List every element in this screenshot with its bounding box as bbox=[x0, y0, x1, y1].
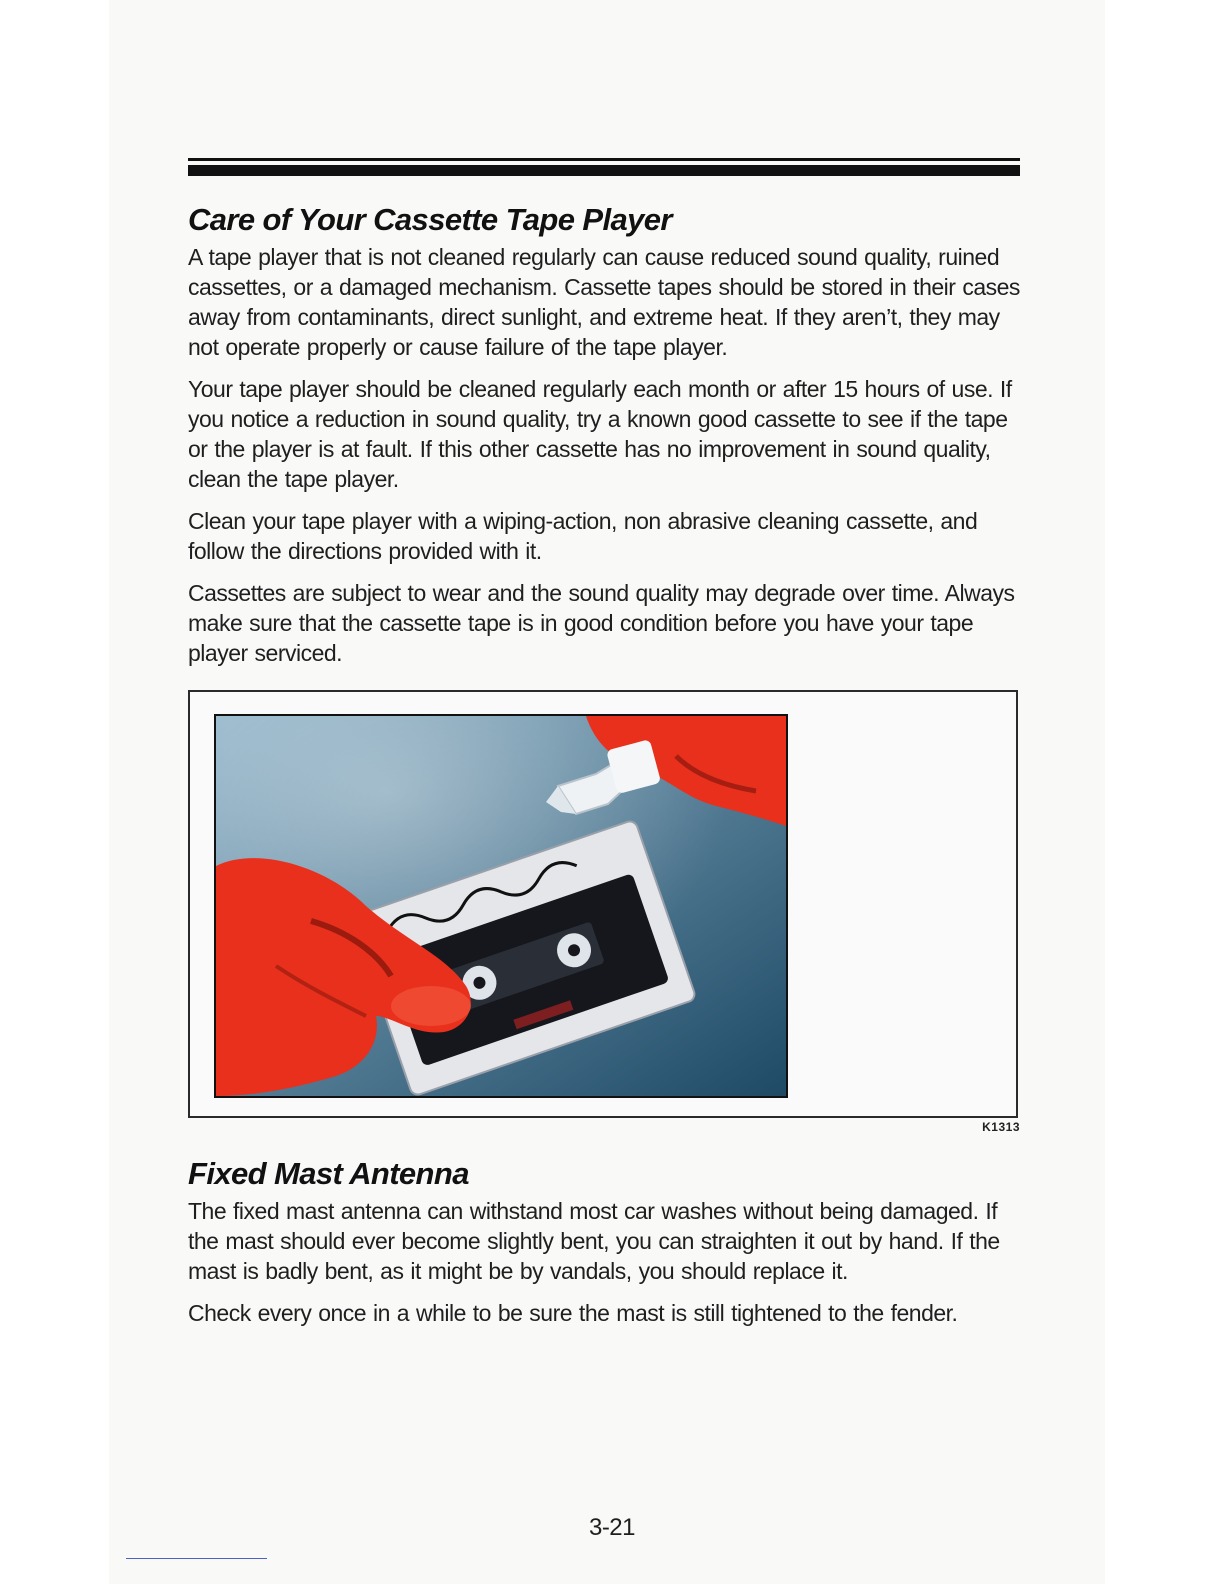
header-rule-thick bbox=[188, 165, 1020, 176]
paragraph: Your tape player should be cleaned regularly each month or after 15 hours of use. If you notice a reduction in sound quality, try a known good cassette to see if the tape or the player is at fault. If this other cassette has no improvement in sound quality, clean the tape player. bbox=[188, 376, 1012, 492]
header-rule-thin bbox=[188, 158, 1020, 161]
section-fixed-mast-antenna bbox=[188, 1154, 1020, 1328]
bottom-link-underline bbox=[126, 1558, 267, 1559]
section-title-fixed-mast-antenna: Fixed Mast Antenna bbox=[188, 1156, 469, 1191]
paragraph: Check every once in a while to be sure the mast is still tightened to the fender. bbox=[188, 1300, 958, 1326]
paragraph: Cassettes are subject to wear and the sound quality may degrade over time. Always make sure that the cassette tape is in good condition before you have your tape player serviced. bbox=[188, 580, 1015, 666]
figure-frame bbox=[188, 690, 1018, 1118]
page-number: 3-21 bbox=[588, 1514, 636, 1541]
section-cassette-care bbox=[188, 200, 1020, 668]
paragraph: Clean your tape player with a wiping-action, non abrasive cleaning cassette, and follow the directions provided with it. bbox=[188, 508, 978, 564]
figure-cleaning-cassette bbox=[188, 690, 1020, 1142]
section-title-cassette-care: Care of Your Cassette Tape Player bbox=[188, 202, 672, 237]
paragraph: The fixed mast antenna can withstand most car washes without being damaged. If the mast should ever become slightly bent, you can straighten it out by hand. If the mast is badly bent, as it might be by vandals, you should replace it. bbox=[188, 1198, 1000, 1284]
cassette-cleaning-illustration bbox=[216, 716, 786, 1096]
paragraph: A tape player that is not cleaned regularly can cause reduced sound quality, ruined cassettes, or a damaged mechanism. Cassette tapes should be stored in their cases away from contaminants, direct sunlight, and extreme heat. If they aren’t, they may not operate properly or cause failure of the tape player. bbox=[188, 244, 1020, 360]
cassette-cleaning-photo bbox=[214, 714, 788, 1098]
figure-code: K1313 bbox=[982, 1120, 1020, 1134]
page-content bbox=[188, 200, 1020, 1340]
